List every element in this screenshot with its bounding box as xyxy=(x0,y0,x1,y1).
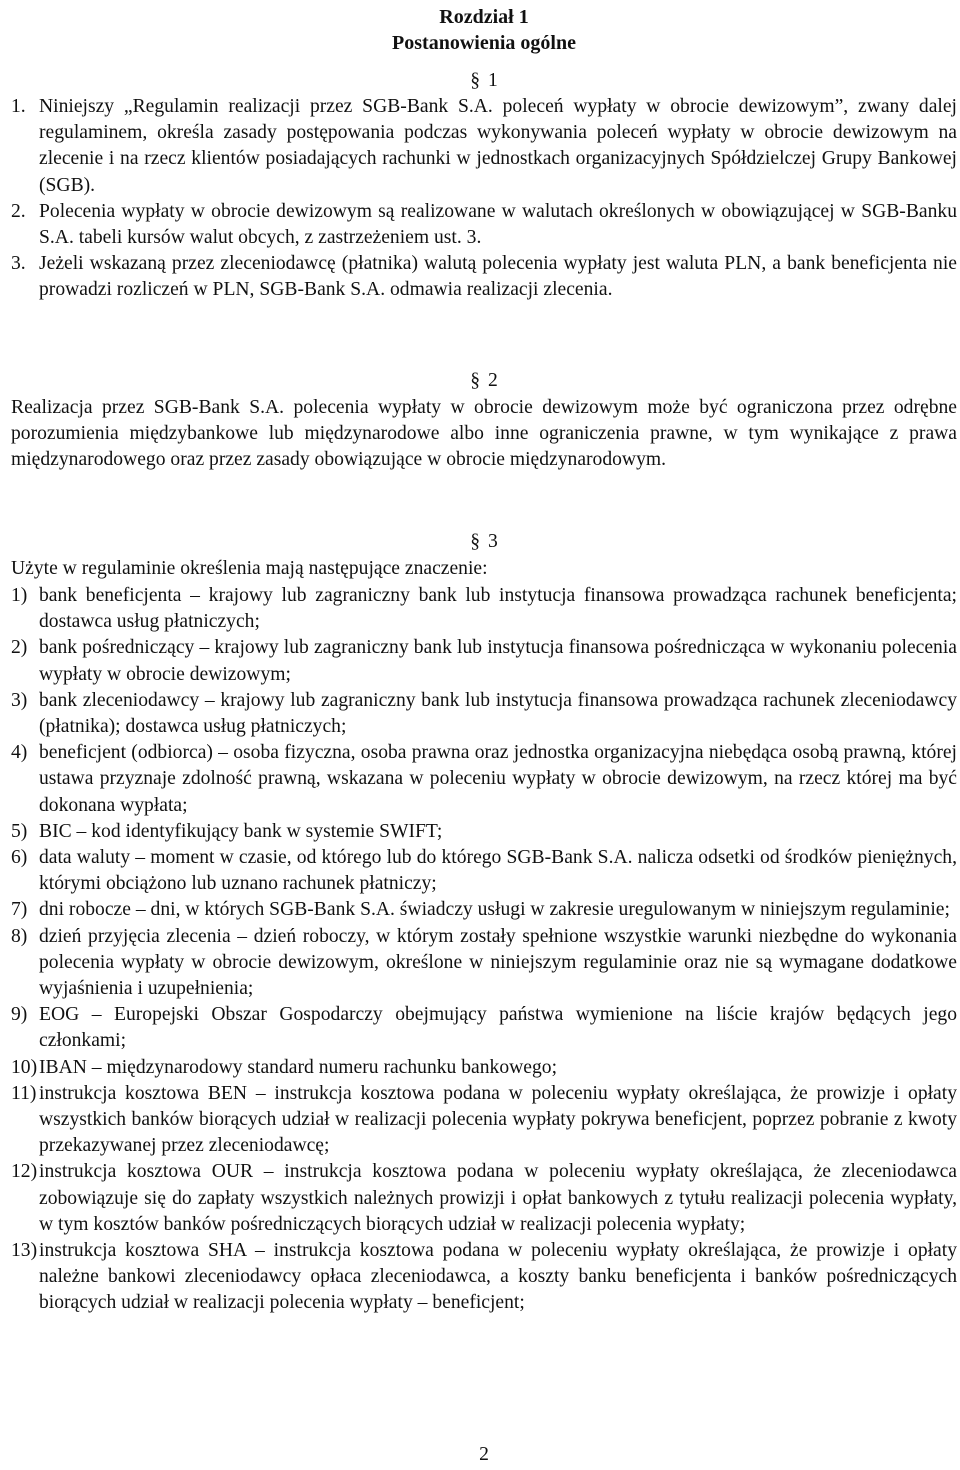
definition-item xyxy=(11,1238,957,1317)
definitions-list xyxy=(11,583,957,1317)
item-number: 3) xyxy=(11,689,28,711)
definition-item xyxy=(11,688,957,740)
definition-item xyxy=(11,1002,957,1054)
item-text: Jeżeli wskazaną przez zleceniodawcę (płatnika) walutą polecenia wypłaty jest waluta PLN, a bank beneficjenta nie prowadzi rozliczeń w PLN, SGB-Bank S.A. odmawia realizacji zlecenia. xyxy=(39,253,957,301)
definition-item xyxy=(11,924,957,1003)
item-number: 10) xyxy=(11,1056,38,1078)
section-3-intro: Użyte w regulaminie określenia mają następujące znaczenie: xyxy=(11,558,488,579)
section-3-heading xyxy=(11,529,957,555)
section-number: 3 xyxy=(488,531,498,552)
section-2-heading xyxy=(11,368,957,394)
item-number: 11) xyxy=(11,1082,37,1104)
chapter-heading: Rozdział 1 xyxy=(439,6,529,28)
definition-item xyxy=(11,583,957,635)
definition-text: data waluty – moment w czasie, od którego lub do którego SGB-Bank S.A. nalicza odsetki od środków pieniężnych, którymi obciążono lub uznano rachunek płatniczy; xyxy=(39,847,957,895)
item-number: 9) xyxy=(11,1004,28,1026)
section-2-text: Realizacja przez SGB-Bank S.A. polecenia wypłaty w obrocie dewizowym może być ograniczona przez odrębne porozumienia międzybankowe lub międzynarodowe albo inne ograniczenia prawne, w tym wynikające z prawa międzynarodowego oraz przez zasady obowiązujące w obrocie międzynarodowym. xyxy=(11,397,957,471)
item-number: 1. xyxy=(11,96,26,117)
item-number: 2) xyxy=(11,637,28,659)
item-number: 8) xyxy=(11,925,28,947)
definition-text: BIC – kod identyfikujący bank w systemie SWIFT; xyxy=(39,820,443,842)
definition-text: bank zleceniodawcy – krajowy lub zagraniczny bank lub instytucja finansowa prowadząca rachunek zleceniodawcy (płatnika); dostawca usług płatniczych; xyxy=(39,689,957,738)
section-1-list xyxy=(11,94,957,304)
definition-item xyxy=(11,897,957,923)
list-item xyxy=(11,199,957,251)
chapter-title: Postanowienia ogólne xyxy=(392,32,576,54)
section-symbol: § xyxy=(470,370,480,391)
item-number: 6) xyxy=(11,847,28,869)
definition-text: instrukcja kosztowa BEN – instrukcja kosztowa podana w poleceniu wypłaty określająca, że prowizje i opłaty wszystkich banków biorących udział w realizacji polecenia wypłaty pokrywa beneficjent, poprzez pobranie z kwoty przekazywanej przez zleceniodawcę; xyxy=(39,1082,957,1157)
item-text: Niniejszy „Regulamin realizacji przez SGB-Bank S.A. poleceń wypłaty w obrocie dewizowym”, zwany dalej regulaminem, określa zasady postępowania podczas wykonywania poleceń wypłaty w obrocie dewizowym na zlecenie i na rzecz klientów posiadających rachunki w jednostkach organizacyjnych Spółdzielczej Grupy Bankowej (SGB). xyxy=(39,96,957,196)
definition-text: instrukcja kosztowa OUR – instrukcja kosztowa podana w poleceniu wypłaty określająca, że zleceniodawca zobowiązuje się do zapłaty wszystkich należnych prowizji i opłat bankowych z tytułu realizacji polecenia wypłaty, w tym kosztów banków pośredniczących biorących udział w realizacji polecenia wypłaty; xyxy=(39,1161,957,1235)
definition-text: dzień przyjęcia zlecenia – dzień roboczy, w którym zostały spełnione wszystkie warunki niezbędne do wykonania polecenia wypłaty w obrocie dewizowym, określone w niniejszym regulaminie oraz nie są wymagane dodatkowe wyjaśnienia i uzupełnienia; xyxy=(39,925,957,1000)
definition-text: bank pośredniczący – krajowy lub zagraniczny bank lub instytucja finansowa pośrednicząca w wykonaniu polecenia wypłaty w obrocie dewizowym; xyxy=(39,637,957,685)
item-number: 12) xyxy=(11,1161,38,1183)
item-number: 5) xyxy=(11,820,28,842)
definition-item xyxy=(11,845,957,897)
item-text: Polecenia wypłaty w obrocie dewizowym są realizowane w walutach określonych w obowiązującej w SGB-Banku S.A. tabeli kursów walut obcych, z zastrzeżeniem ust. 3. xyxy=(39,200,957,249)
section-number: 2 xyxy=(488,370,498,391)
section-number: 1 xyxy=(488,70,498,91)
definition-text: bank beneficjenta – krajowy lub zagraniczny bank lub instytucja finansowa prowadząca rachunek beneficjenta; dostawca usług płatniczych; xyxy=(39,585,957,633)
definition-item xyxy=(11,740,957,819)
item-number: 1) xyxy=(11,585,28,606)
definition-item xyxy=(11,819,957,845)
definition-item xyxy=(11,1159,957,1238)
definition-item xyxy=(11,1055,957,1081)
definition-item xyxy=(11,635,957,687)
definition-text: instrukcja kosztowa SHA – instrukcja kosztowa podana w poleceniu wypłaty określająca, że prowizje i opłaty należne bankowi zleceniodawcy opłaca zleceniodawca, a koszty banku beneficjenta i banków pośredniczących biorących udział w realizacji polecenia wypłaty – beneficjent; xyxy=(39,1240,957,1314)
item-number: 4) xyxy=(11,742,28,764)
definition-item xyxy=(11,1081,957,1160)
item-number: 7) xyxy=(11,899,28,921)
item-number: 3. xyxy=(11,253,26,275)
definition-text: dni robocze – dni, w których SGB-Bank S.A. świadczy usługi w zakresie uregulowanym w niniejszym regulaminie; xyxy=(39,899,950,921)
section-symbol: § xyxy=(470,70,480,91)
section-1-heading xyxy=(11,68,957,94)
list-item xyxy=(11,251,957,303)
definition-text: EOG – Europejski Obszar Gospodarczy obejmujący państwa wymienione na liście krajów będących jego członkami; xyxy=(39,1004,957,1052)
page-number: 2 xyxy=(479,1444,489,1465)
list-item xyxy=(11,94,957,199)
section-symbol: § xyxy=(470,531,480,552)
item-number: 13) xyxy=(11,1240,38,1262)
definition-text: IBAN – międzynarodowy standard numeru rachunku bankowego; xyxy=(39,1056,558,1078)
definition-text: beneficjent (odbiorca) – osoba fizyczna, osoba prawna oraz jednostka organizacyjna niebędąca osobą prawną, której ustawa przyznaje zdolność prawną, wskazana w poleceniu wypłaty w obrocie dewizowym, na rzecz której ma być dokonana wypłata; xyxy=(39,742,957,816)
item-number: 2. xyxy=(11,200,26,222)
